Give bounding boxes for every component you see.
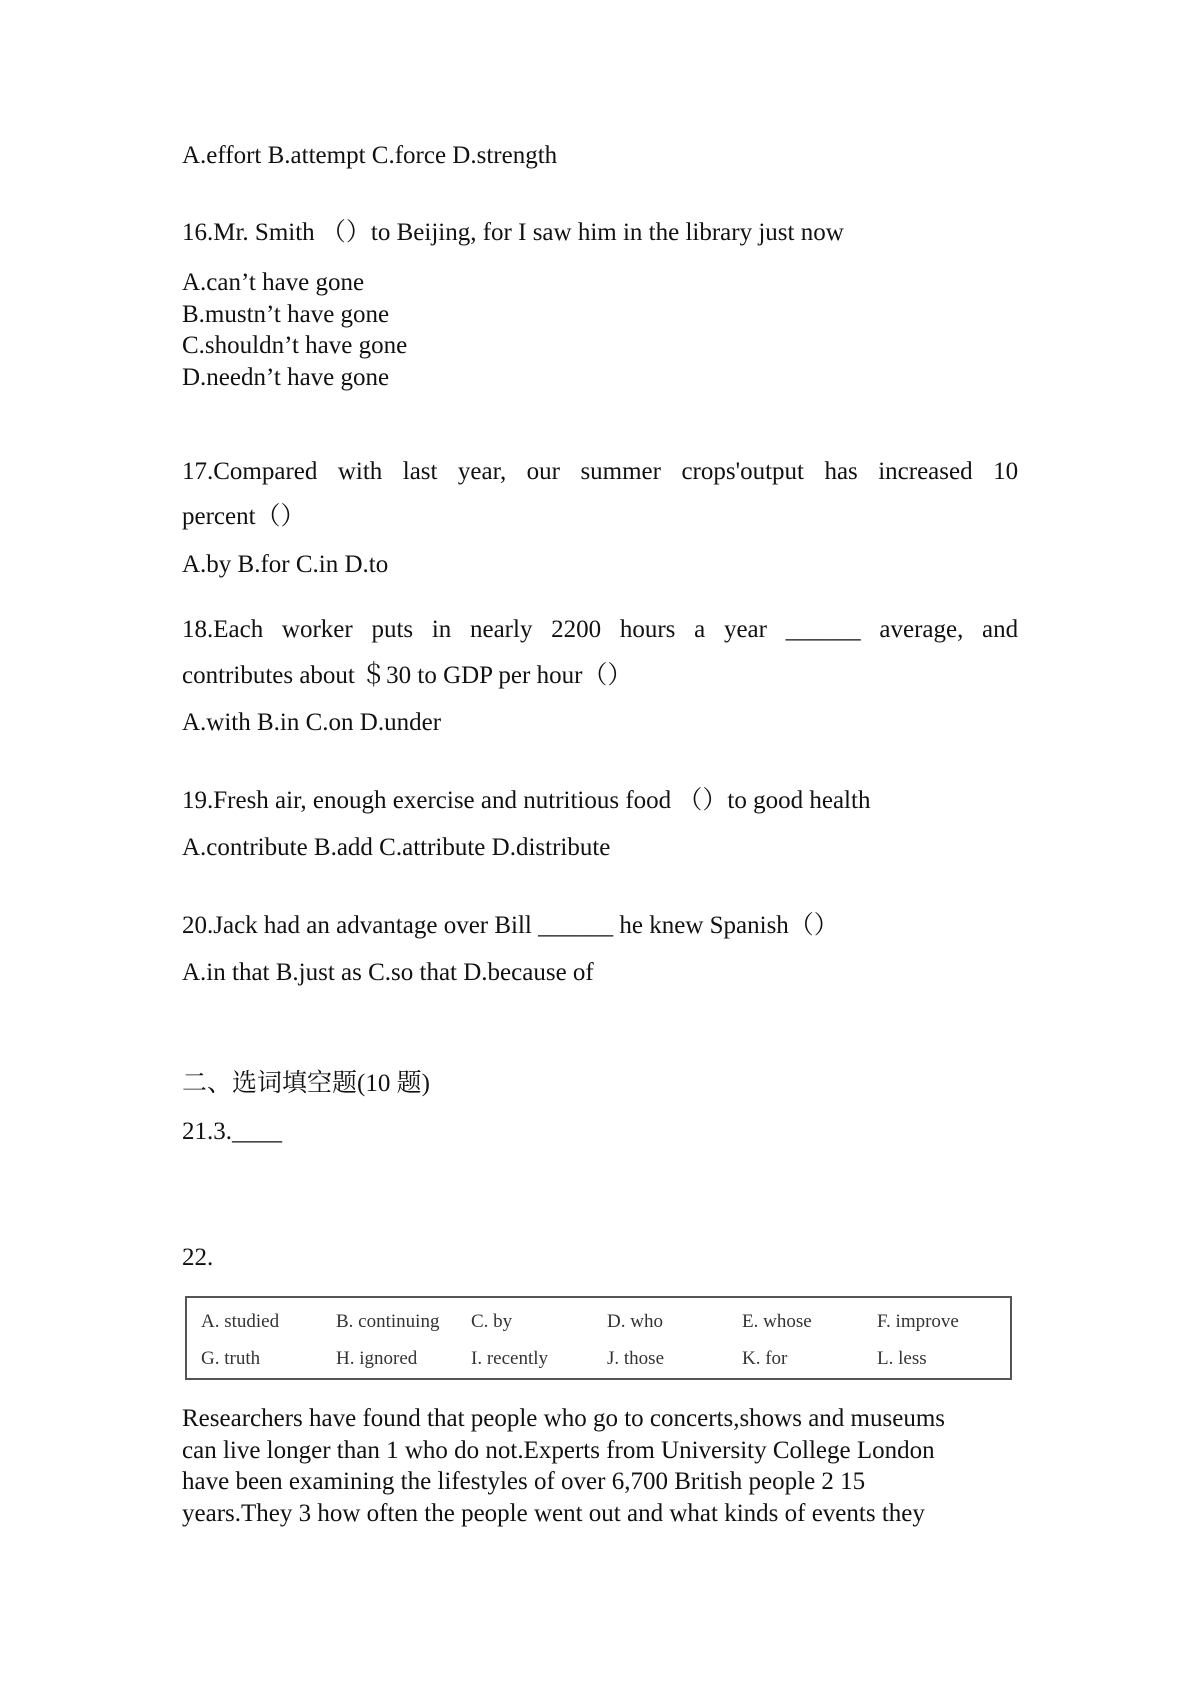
- q19-stem: 19.Fresh air, enough exercise and nutritious food （）to good health: [182, 787, 871, 814]
- word-bank-box: [185, 1296, 1012, 1380]
- q16-options: [182, 267, 407, 393]
- word-option: F. improve: [877, 1311, 959, 1332]
- q19-options: A.contribute B.add C.attribute D.distribute: [182, 834, 611, 861]
- word-option: A. studied: [201, 1311, 280, 1332]
- word-option: G. truth: [201, 1348, 261, 1369]
- word-option: H. ignored: [336, 1348, 418, 1369]
- q16-option-b: B.mustn’t have gone: [182, 300, 390, 328]
- word-option: D. who: [607, 1311, 663, 1332]
- passage-line: years.They 3 how often the people went out and what kinds of events they: [182, 1499, 925, 1527]
- q17-options: A.by B.for C.in D.to: [182, 551, 389, 578]
- q21-stem: 21.3.____: [182, 1118, 282, 1145]
- passage-line: Researchers have found that people who go to concerts,shows and museums: [182, 1405, 946, 1432]
- q15-options: A.effort B.attempt C.force D.strength: [182, 142, 558, 169]
- passage-line: have been examining the lifestyles of over 6,700 British people 2 15: [182, 1468, 866, 1495]
- q16-option-d: D.needn’t have gone: [182, 363, 390, 391]
- section-heading: 二、选词填空题(10 题): [182, 1070, 430, 1097]
- q18-options: A.with B.in C.on D.under: [182, 709, 442, 736]
- q18-stem-line2: contributes about ＄30 to GDP per hour（）: [182, 662, 633, 689]
- q16-stem: 16.Mr. Smith （）to Beijing, for I saw him in the library just now: [182, 219, 844, 246]
- word-option: I. recently: [471, 1348, 549, 1369]
- word-bank-row-2: [201, 1348, 1010, 1374]
- q16-option-a: A.can’t have gone: [182, 269, 365, 296]
- word-option: B. continuing: [336, 1311, 440, 1332]
- word-bank-row-1: [201, 1311, 1010, 1337]
- q20-stem: 20.Jack had an advantage over Bill ______ he knew Spanish（）: [182, 912, 839, 939]
- word-option: K. for: [742, 1348, 788, 1369]
- word-option: E. whose: [742, 1311, 812, 1332]
- word-option: C. by: [471, 1311, 513, 1332]
- word-option: L. less: [877, 1348, 927, 1369]
- q22-number: 22.: [182, 1244, 214, 1271]
- word-option: J. those: [607, 1348, 664, 1369]
- passage-line: can live longer than 1 who do not.Experts from University College London: [182, 1436, 935, 1464]
- reading-passage: [182, 1403, 1022, 1529]
- q20-options: A.in that B.just as C.so that D.because of: [182, 959, 594, 986]
- q18-stem-line1: 18.Each worker puts in nearly 2200 hours a year ______ average, and: [182, 616, 1019, 643]
- q17-stem-line2: percent（）: [182, 503, 306, 530]
- q17-stem-line1: 17.Compared with last year, our summer crops'output has increased 10: [182, 458, 1019, 485]
- q16-option-c: C.shouldn’t have gone: [182, 332, 408, 359]
